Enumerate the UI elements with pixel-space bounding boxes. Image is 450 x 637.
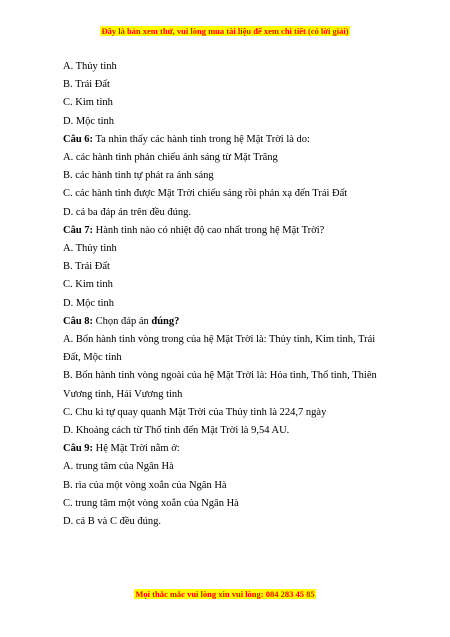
question-9-text: Hệ Mặt Trời nằm ở: <box>93 443 180 455</box>
option-7-c: C. Kim tinh <box>63 279 113 291</box>
question-6-text: Ta nhìn thấy các hành tinh trong hệ Mặt Trời là do: <box>93 133 310 145</box>
question-8 <box>63 313 393 331</box>
option-9-c: C. trung tâm một vòng xoắn của Ngân Hà <box>63 497 239 509</box>
option-7-d: D. Mộc tinh <box>63 297 115 309</box>
option-7-b: B. Trái Đất <box>63 261 110 273</box>
question-6-label: Câu 6: <box>63 133 94 145</box>
contact-footer <box>0 589 450 599</box>
preview-banner <box>0 26 450 36</box>
option-8-b: B. Bốn hành tinh vòng ngoài của hệ Mặt Trời là: Hỏa tinh, Thổ tinh, Thiên Vương tinh, Hải Vương tinh <box>63 370 377 400</box>
contact-footer-text: Mọi thắc mắc vui lòng xin vui lòng: 084 283 45 85 <box>135 589 315 599</box>
question-6 <box>63 131 393 149</box>
document-body <box>63 58 393 531</box>
option-9-a: A. trung tâm của Ngân Hà <box>63 461 174 473</box>
option-8-a: A. Bốn hành tinh vòng trong của hệ Mặt Trời là: Thủy tinh, Kim tinh, Trái Đất, Mộc tinh <box>63 334 376 364</box>
option-prev-b: B. Trái Đất <box>63 79 110 91</box>
option-prev-d: D. Mộc tinh <box>63 115 115 127</box>
option-9-d: D. cả B và C đều đúng. <box>63 516 161 528</box>
option-6-d: D. cả ba đáp án trên đều đúng. <box>63 206 191 218</box>
option-8-d: D. Khoảng cách từ Thổ tinh đến Mặt Trời là 9,54 AU. <box>63 425 290 437</box>
option-prev-c: C. Kim tinh <box>63 97 113 109</box>
question-7 <box>63 222 393 240</box>
question-9 <box>63 440 393 458</box>
option-prev-a: A. Thủy tinh <box>63 61 117 72</box>
option-6-b: B. các hành tinh tự phát ra ánh sáng <box>63 170 214 182</box>
question-7-text: Hành tinh nào có nhiệt độ cao nhất trong hệ Mặt Trời? <box>93 224 325 236</box>
preview-banner-text: Đây là bản xem thử, vui lòng mua tài liệu để xem chi tiết (có lời giải) <box>101 26 349 36</box>
question-8-emphasis: đúng? <box>151 315 180 327</box>
question-8-label: Câu 8: <box>63 315 94 327</box>
question-8-text: Chọn đáp án <box>93 315 152 327</box>
option-7-a: A. Thủy tinh <box>63 243 117 255</box>
option-8-c: C. Chu kì tự quay quanh Mặt Trời của Thủy tinh là 224,7 ngày <box>63 406 327 418</box>
option-6-c: C. các hành tinh được Mặt Trời chiếu sáng rồi phản xạ đến Trái Đất <box>63 188 348 200</box>
question-7-label: Câu 7: <box>63 224 94 236</box>
question-9-label: Câu 9: <box>63 443 94 455</box>
option-9-b: B. rìa của một vòng xoắn của Ngân Hà <box>63 479 227 491</box>
option-6-a: A. các hành tinh phản chiếu ánh sáng từ Mặt Trăng <box>63 152 278 164</box>
